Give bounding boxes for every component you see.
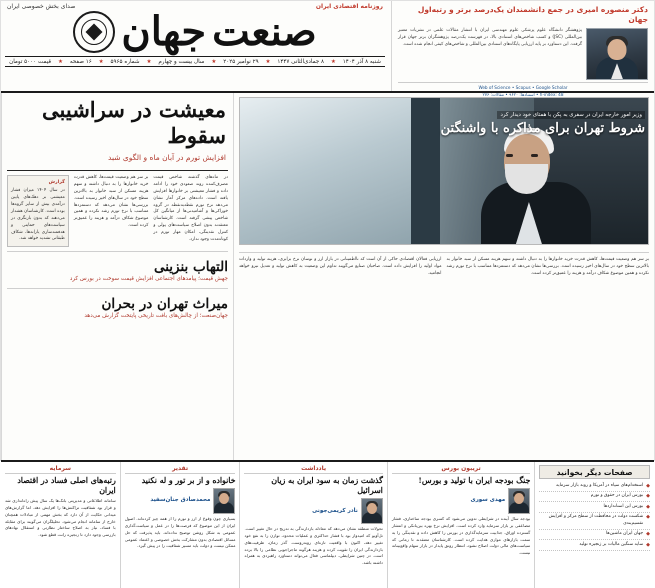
section-title-tehran-heritage[interactable]: میراث تهران در بحران [101, 296, 228, 313]
section-sub-benzin: جهش قیمت؛ پیامدهای اجتماعی افزایش قیمت سوخت در بورس کرد [69, 276, 228, 283]
dateline-item-3: سال بیست و چهارم [158, 58, 205, 65]
dateline-item-5: ۱۶ صفحه [69, 58, 92, 65]
lead-subhead: افزایش تورم در آبان ماه و الگوی شبد [108, 152, 226, 162]
bullet-icon: ◆ [646, 493, 650, 500]
masthead-title-block [1, 1, 392, 91]
bottom-column-capital [1, 462, 120, 588]
photo-caption [415, 101, 645, 137]
logo-word-left: صنعت [212, 8, 317, 55]
note-text: تحولات منطقه نشان می‌دهد که معادله بازدارندگی به تدریج در حال تغییر است. تل‌آویو که امیدوار بود با فشار حداکثری و عملیات محدود، توازن را به نفع خود تغییر دهد، اکنون با واقعیت تازه‌ای روبه‌روست. گذر زمان، ظرفیت‌های بازدارندگی ایران را تقویت کرده و هزینه هرگونه ماجراجویی نظامی را بالا برده است. در چنین شرایطی، دیپلماسی فعال می‌تواند دستاورد راهبردی به همراه داشته باشد. [244, 526, 383, 566]
list-item[interactable] [539, 513, 650, 530]
lead-col-2: بر سر هم وضعیت قیمت‌ها، کاهش قدرت خرید خانوارها را به دنبال داشته و سهم هزینه مسکن از سبد خانوار به بالاترین سطح خود در سال‌های اخیر رسیده است. بررسی‌ها نشان می‌دهد که دستمزدها متناسب با نرخ تورم رشد نکرده و همین موضوع شکاف درآمد و هزینه را عمیق‌تر کرده است. [73, 175, 149, 229]
tribute-label: تقدیر [125, 465, 236, 474]
photo-story[interactable] [239, 97, 649, 245]
photo-story-body [239, 257, 649, 278]
dateline: شنبه ۸ آذر ۱۴۰۴ ★ ۸ جمادی‌الثانی ۱۴۴۷ ★ ۲۹ نوامبر ۲۰۲۵ ★ سال بیست و چهارم ★ شماره ۵۹۶۵ ★ ۱۶ صفحه ★ قیمت ۵۰۰۰ تومان [5, 56, 385, 67]
tribute-author: محمدصادق جنان‌سفید [150, 497, 211, 504]
bottom-column-other-pages [534, 462, 654, 588]
lead-story-column [1, 93, 233, 460]
bottom-opinion-strip [1, 460, 654, 588]
lead-sidebar-title: گزارش [48, 180, 65, 185]
lead-col-1: در ماه‌های گذشته شاخص قیمت مصرف‌کننده روند صعودی خود را ادامه داده و فشار معیشتی بر خانوارها افزایش یافته است. داده‌های مرکز آمار نشان می‌دهد نرخ تورم نقطه‌به‌نقطه در گروه خوراکی‌ها و آشامیدنی‌ها از میانگین کل شاخص پیشی گرفته است. کارشناسان معتقدند بدون اصلاح سیاست‌های پولی و کنترل نقدینگی، امکان مهار تورم در کوتاه‌مدت وجود ندارد. [153, 175, 228, 242]
promo-metrics [398, 82, 648, 98]
bottom-column-note [239, 462, 386, 588]
story-col-2: ارزیابی فعالان اقتصادی حاکی از آن است که نااطمینانی در بازار ارز و نوسان نرخ برابری، هزینه تولید و واردات مواد اولیه را افزایش داده است. صاحبان صنایع می‌گویند تداوم این وضعیت به کاهش تولید و تعدیل نیرو خواهد انجامید. [239, 257, 442, 276]
dateline-item-4: شماره ۵۹۶۵ [110, 58, 140, 65]
lead-story-body [7, 175, 228, 247]
dateline-item-1: ۸ جمادی‌الثانی ۱۴۴۷ [277, 58, 325, 65]
slogan-right: صدای بخش خصوصی ایران [7, 3, 76, 10]
list-item[interactable] [539, 502, 650, 513]
dateline-item-0: شنبه ۸ آذر ۱۴۰۴ [342, 58, 381, 65]
tribune-text: بودجه سال آینده در شرایطی تدوین می‌شود که کسری بودجه ساختاری، فشار مضاعفی بر بازار سرمایه وارد کرده است. افزایش نرخ بهره بین‌بانکی و انتشار گسترده اوراق، جذابیت سرمایه‌گذاری در بورس را کاهش داده و نقدینگی را به سمت بازارهای موازی هدایت کرده است. کارشناسان معتقدند تا زمانی که سیاست‌های مالی دولت اصلاح نشود، انتظار رونق پایدار در بازار سهام واقع‌بینانه نیست. [391, 516, 531, 556]
list-item-label: بورس ایران در حقوق و تورم [590, 493, 644, 499]
list-item[interactable] [539, 492, 650, 503]
newspaper-emblem-icon [73, 11, 115, 53]
list-item-label: بورس این استانداردها [603, 503, 644, 509]
capital-text: سامانه اطلاعاتی و مدیریتی بانک‌ها یک سال پیش راه‌اندازی شد و قرار بود شفافیت تراکنش‌ها را افزایش دهد. اما گزارش‌های میدانی حکایت از آن دارد که بخش مهمی از مبادلات همچنان خارج از سامانه انجام می‌شود. تحلیلگران می‌گویند برای مقابله با فساد، نیاز به اصلاح ساختار نظارتی و استقلال نهادهای بازرسی وجود دارد تا زنجیره رانت قطع شود. [4, 498, 116, 538]
main-content [1, 93, 654, 460]
photo-kicker: وزیر امور خارجه ایران در سفری به پکن با همتای خود دیدار کرد [497, 111, 645, 119]
other-pages-label: صفحات دیگر بخوانید [539, 465, 650, 479]
bullet-icon: ◆ [646, 482, 650, 489]
promo-headline: دکتر منصوره امیری در جمع دانشمندان یک‌درصد برتر و رتبه‌اول جهان [417, 5, 648, 25]
capital-headline[interactable]: رتبه‌های اصلی فساد در اقتصاد ایران [17, 476, 116, 496]
note-headline[interactable]: گذشت زمان به سود ایران به زیان اسرائیل [271, 476, 383, 496]
lead-headline-block[interactable] [7, 97, 228, 166]
logo-word-right: جهان [121, 8, 207, 55]
list-item[interactable] [539, 481, 650, 492]
author-portrait-janan [213, 488, 235, 514]
promo-body [398, 28, 648, 80]
tribute-text: بسیاری چون وقوع از ارز و تورم را از همه چیز کرده‌اند. اصول ایران از این موضوع که فرصت‌ها را در عمل و سیاست‌گذاری عمومی به شکل روشن توضیح نداده‌اند. باید پذیرفت که حل مسائل اقتصادی بدون مشارکت بخش خصوصی و اعتماد عمومی ممکن نیست و دولت باید مسیر شفافیت را در پیش گیرد. [124, 516, 236, 549]
note-byline [244, 498, 382, 524]
lead-sidebar-box [7, 175, 69, 247]
bottom-column-tribute [120, 462, 240, 588]
lead-sidebar-text: در سال ۱۴۰۴ میزان فشار معیشتی بر دهک‌های پایین درآمدی بیش از سایر گروه‌ها بوده است. کارشناسان هشدار می‌دهند که بدون بازنگری در سیاست‌های حمایتی و هدفمندسازی یارانه‌ها، شکاف طبقاتی تشدید خواهد شد. [11, 188, 65, 242]
tribune-byline [392, 488, 530, 514]
tribune-label: تریبون بورس [392, 465, 530, 474]
bullet-icon: ◆ [646, 503, 650, 510]
dateline-item-2: ۲۹ نوامبر ۲۰۲۵ [223, 58, 259, 65]
masthead-promo-block [392, 1, 654, 97]
promo-metrics-databases: Web of Science • Scopus • Google Scholar [478, 85, 568, 91]
bullet-icon: ◆ [646, 514, 650, 521]
author-portrait-karimi [361, 498, 383, 524]
section-sub-tehran-heritage: جهان‌صنعت؛ از چالش‌های بافت تاریخی پایتخت گزارش می‌دهد [84, 313, 228, 320]
capital-label: سرمایه [5, 465, 116, 474]
promo-text: پژوهشگر دانشگاه علوم پزشکی علوم مهندسی ایران با انتشار مقالات علمی در نشریات معتبر بین‌المللی (JSC) و کسب شاخص‌های استنادی بالا، در فهرست یک‌درصد پژوهشگران برتر جهان قرار گرفت. این دستاورد بر پایه ارزیابی پایگاه‌های استنادی بین‌المللی و شاخص‌های کیفی انجام شده است. [398, 28, 582, 47]
list-item-label: شکست دولت در محافظت از سطح مرکز و افزایش تقسیم‌بندی [548, 514, 644, 526]
note-label: یادداشت [244, 465, 382, 474]
list-item-label: سایه سنگین مالیات بر زنجیره تولید [579, 541, 644, 547]
section-title-benzin[interactable]: التهاب بنزینی [153, 259, 228, 276]
newspaper-logo [73, 8, 317, 55]
dateline-item-6: قیمت ۵۰۰۰ تومان [9, 58, 52, 65]
researcher-portrait-photo [586, 28, 648, 80]
photo-headline[interactable]: شروط تهران برای مذاکره با واشنگتن [440, 121, 645, 136]
page-title[interactable]: معیشت در سراشیبی سقوط [42, 97, 226, 149]
list-item-label: جهان ایران ماشین‌ها [606, 531, 644, 537]
tribute-headline[interactable]: خانواده و از بر تور و له نکنید [141, 476, 236, 485]
slogan-left: روزنامه اقتصادی ایران [315, 3, 383, 10]
promo-metrics-indices: h-index: 48 • استنادها: ۹۶۲۰ • مقالات: ۲۷۶ [482, 91, 564, 97]
tribute-byline [125, 488, 236, 514]
list-item[interactable] [539, 540, 650, 551]
list-item[interactable] [539, 530, 650, 541]
tribune-author: مهدی سوری [470, 497, 506, 504]
author-portrait-soori [508, 488, 530, 514]
story-col-1: بر سر هم وضعیت قیمت‌ها، کاهش قدرت خرید خانوارها را به دنبال داشته و سهم هزینه مسکن از سبد خانوار به بالاترین سطح خود در سال‌های اخیر رسیده است. بررسی‌ها نشان می‌دهد که دستمزدها متناسب با نرخ تورم رشد نکرده و همین موضوع شکاف درآمد و هزینه را عمیق‌تر کرده است. [446, 257, 649, 276]
bottom-column-tribune [387, 462, 534, 588]
note-author: نادر کریمی‌جونی [312, 507, 358, 514]
bullet-icon: ◆ [646, 541, 650, 548]
masthead [1, 1, 654, 97]
tribune-headline[interactable]: جنگ بودجه ایران با تولید و بورس! [418, 476, 531, 485]
photo-story-column [233, 93, 654, 460]
bullet-icon: ◆ [646, 531, 650, 538]
list-item-label: استخدام‌های سپاه در آمریکا و روند بازار سرمایه [556, 482, 644, 488]
